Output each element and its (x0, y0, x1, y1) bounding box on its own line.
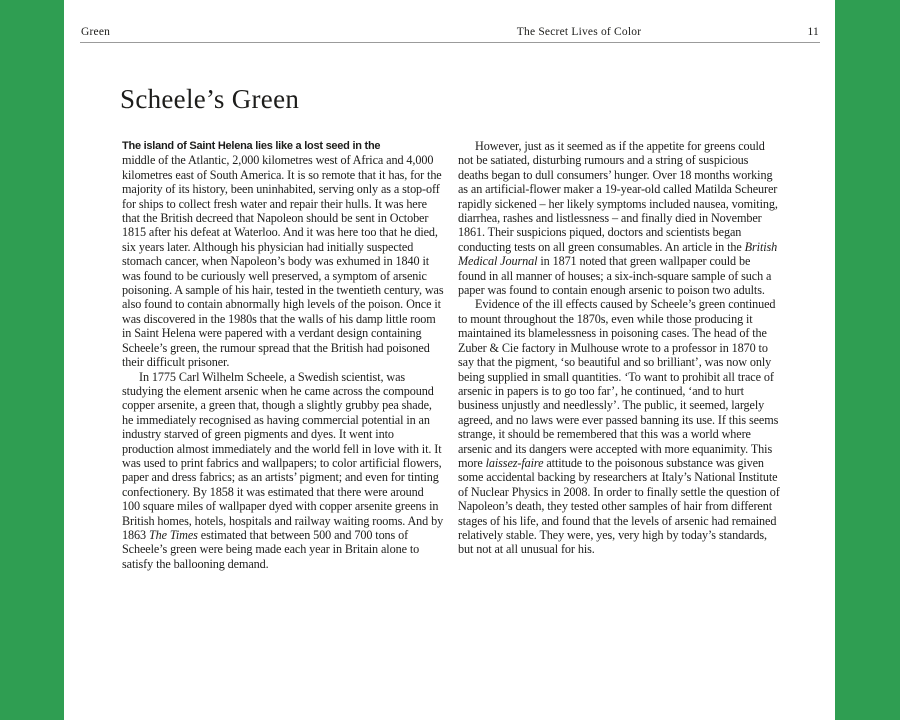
body-text: in 1871 noted that green wallpaper could be found in all manner of houses; a six-inch-square sample of such a paper was found to contain enough arsenic to poison two adults. (458, 254, 772, 298)
paragraph (122, 139, 444, 370)
running-head (80, 23, 820, 43)
chapter-title: Scheele’s Green (120, 84, 300, 114)
italic-text: British Medical Journal (458, 239, 778, 269)
text-column-left (122, 139, 444, 571)
body-text: Evidence of the ill effects caused by Scheele’s green continued to mount throughout the 1870s, even while those producing it maintained its blamelessness in poisoning cases. The head of the Zuber & Cie factory in Mulhouse wrote to a professor in 1870 to say that the pigment, ‘so beautiful and so brilliant’, was now only being supplied in small quantities. ‘To want to prohibit all trace of arsenic in papers is to go too far’, he continued, ‘and to hurt business unjustly and needlessly’. The public, it seemed, largely agreed, and no laws were ever passed banning its use. If this seems strange, it should be remembered that this was a world where arsenic and its dangers were accepted with more equanimity. This more (458, 297, 779, 470)
body-text: middle of the Atlantic, 2,000 kilometres west of Africa and 4,000 kilometres east of South America. It is so remote that it has, for the majority of its history, been uninhabited, serving only as a stop-off for ships to collect fresh water and repair their hulls. It was here that the British decreed that Napoleon should be sent in October 1815 after his defeat at Waterloo. And it was here too that he died, six years later. Although his physician had initially suspected stomach cancer, when Napoleon’s body was exhumed in 1840 it was found to be curiously well preserved, a symptom of arsenic poisoning. A sample of his hair, tested in the twentieth century, was also found to contain abnormally high levels of the poison. Once it was discovered in the 1980s that the walls of his damp little room in Saint Helena were papered with a verdant design containing Scheele’s green, the rumour spread that the British had poisoned their difficult prisoner. (122, 153, 444, 370)
paragraph (458, 297, 780, 556)
body-text: attitude to the poisonous substance was given some accidental backing by researchers at Italy’s National Institute of Nuclear Physics in 2008. In order to finally settle the question of Napoleon’s death, they tested other samples of hair from different stages of his life, and found that the levels of arsenic had remained relatively stable. They were, yes, very high by today’s standards, but not at all unusual for his. (458, 455, 780, 557)
body-text: estimated that between 500 and 700 tons of Scheele’s green were being made each year in Britain alone to satisfy the ballooning demand. (122, 527, 420, 571)
italic-text: The Times (148, 527, 198, 542)
paragraph (458, 139, 780, 297)
body-text: However, just as it seemed as if the appetite for greens could not be satiated, disturbing rumours and a string of suspicious deaths began to dull consumers’ hunger. Over 18 months working as an artificial-flower maker a 19-year-old called Matilda Scheurer rapidly sickened – her likely symptoms included nausea, vomiting, diarrhea, rashes and listlessness – and finally died in November 1861. Their suspicions piqued, doctors and scientists began conducting tests on all green consumables. An article in the (458, 139, 778, 254)
lead-in-bold-text: The island of Saint Helena lies like a lost seed in the (122, 140, 381, 152)
body-text: In 1775 Carl Wilhelm Scheele, a Swedish scientist, was studying the element arsenic when he came across the compound copper arsenite, a green that, though a slightly grubby pea shade, he immediately recognised as having commercial potential in an industry starved of green pigments and dyes. It went into production almost immediately and the world fell in love with it. It was used to print fabrics and wallpapers; to color artificial flowers, paper and dress fabrics; as an artists’ pigment; and even for tinting confectionery. By 1858 it was estimated that there were around 100 square miles of wallpaper dyed with copper arsenite greens in British homes, hotels, hospitals and railway waiting rooms. And by 1863 (122, 369, 444, 542)
book-page (64, 0, 835, 720)
running-head-book-title: The Secret Lives of Color (516, 26, 642, 38)
page-number: 11 (807, 26, 819, 38)
italic-text: laissez-faire (485, 455, 544, 470)
paragraph (122, 370, 444, 572)
text-column-right (458, 139, 780, 557)
running-head-chapter-label: Green (81, 26, 111, 38)
